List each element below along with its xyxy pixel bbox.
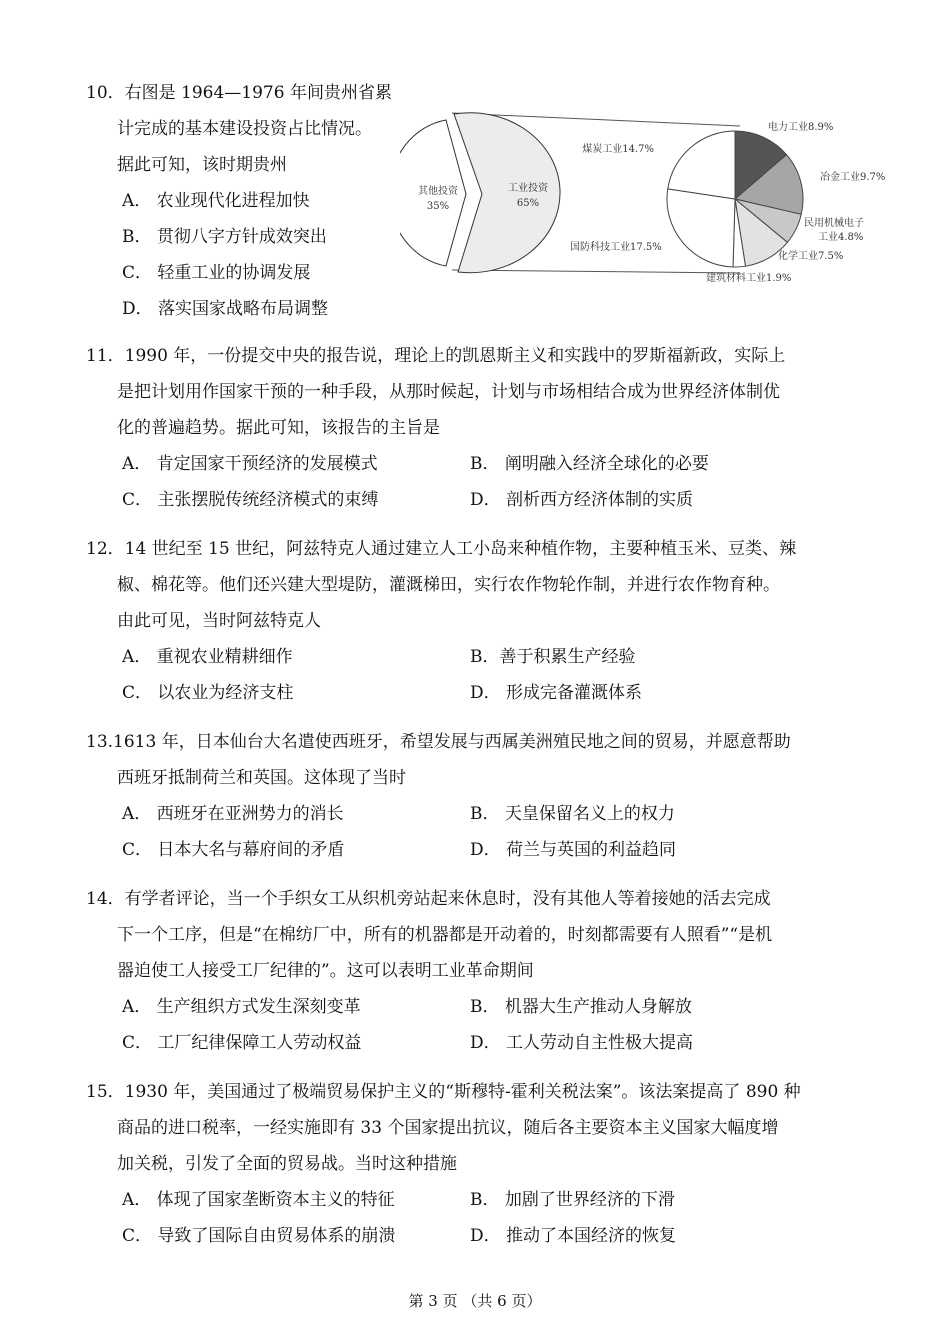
main-pie-label-other: 其他投资 [418,186,458,197]
option-d: D． 落实国家战略布局调整 [122,299,329,319]
industry-breakdown-pie [667,131,803,267]
option-a: A． 体现了国家垄断资本主义的特征 [122,1190,395,1210]
question-text-line: 15．1930 年，美国通过了极端贸易保护主义的“斯穆特-霍利关税法案”。该法案提高了 890 种 [86,1082,801,1102]
label-machinery-2: 工业4.8% [818,232,864,243]
option-d: D． 荷兰与英国的利益趋同 [470,840,677,860]
label-defense: 国防科技工业17.5% [570,242,662,253]
option-d: D． 剖析西方经济体制的实质 [470,490,694,510]
investment-pie-chart [400,108,900,293]
question-text-line: 商品的进口税率，一经实施即有 33 个国家提出抗议，随后各主要资本主义国家大幅度增 [117,1118,779,1138]
option-b: B． 加剧了世界经济的下滑 [470,1190,675,1210]
question-text-line: 是把计划用作国家干预的一种手段，从那时候起，计划与市场相结合成为世界经济体制优 [117,382,780,402]
option-c: C． 以农业为经济支柱 [122,683,294,703]
main-pie-label-industry: 工业投资 [508,183,548,194]
option-d: D． 推动了本国经济的恢复 [470,1226,677,1246]
question-text-line: 器迫使工人接受工厂纪律的”。这可以表明工业革命期间 [117,961,534,981]
question-text-line: 化的普遍趋势。据此可知，该报告的主旨是 [117,418,440,438]
pie-slice-5 [667,189,735,267]
option-c: C． 轻重工业的协调发展 [122,263,311,283]
question-text-line: 13.1613 年，日本仙台大名遣使西班牙，希望发展与西属美洲殖民地之间的贸易，并愿意帮助 [86,732,791,752]
question-text-line: 椒、棉花等。他们还兴建大型堤防，灌溉梯田，实行农作物轮作制，并进行农作物育种。 [117,575,780,595]
option-b: B． 阐明融入经济全球化的必要 [470,454,709,474]
label-machinery: 民用机械电子 [804,218,864,229]
option-a: A． 农业现代化进程加快 [122,191,310,211]
main-pie-pct-other: 35% [426,201,450,212]
question-text-line: 西班牙抵制荷兰和英国。这体现了当时 [117,768,406,788]
option-d: D． 形成完备灌溉体系 [470,683,643,703]
option-a: A． 肯定国家干预经济的发展模式 [122,454,378,474]
option-a: A． 生产组织方式发生深刻变革 [122,997,361,1017]
option-c: C． 日本大名与幕府间的矛盾 [122,840,345,860]
option-a: A． 重视农业精耕细作 [122,647,293,667]
label-metallurgy: 冶金工业9.7% [820,172,886,183]
main-pie-pct-industry: 65% [516,198,540,209]
question-text-line: 11．1990 年，一份提交中央的报告说，理论上的凯恩斯主义和实践中的罗斯福新政，实际上 [86,346,786,366]
label-building: 建筑材料工业1.9% [706,273,792,284]
label-coal: 煤炭工业14.7% [582,144,654,155]
option-c: C． 工厂纪律保障工人劳动权益 [122,1033,362,1053]
label-power: 电力工业8.9% [768,122,834,133]
question-text-line: 10．右图是 1964—1976 年间贵州省累 [86,83,392,103]
page-footer: 第 3 页 （共 6 页） [408,1292,542,1310]
option-c: C． 导致了国际自由贸易体系的崩溃 [122,1226,396,1246]
option-b: B．善于积累生产经验 [470,647,636,667]
question-text-line: 由此可见，当时阿兹特克人 [117,611,321,631]
option-c: C． 主张摆脱传统经济模式的束缚 [122,490,379,510]
option-b: B． 贯彻八字方针成效突出 [122,227,327,247]
option-d: D． 工人劳动自主性极大提高 [470,1033,694,1053]
question-text-line: 14．有学者评论，当一个手织女工从织机旁站起来休息时，没有其他人等着接她的活去完成 [86,889,771,909]
question-text-line: 下一个工序，但是“在棉纺厂中，所有的机器都是开动着的，时刻都需要有人照看”“是机 [117,925,773,945]
question-text-line: 12．14 世纪至 15 世纪，阿兹特克人通过建立人工小岛来种植作物，主要种植玉米、豆类、辣 [86,539,797,559]
option-a: A． 西班牙在亚洲势力的消长 [122,804,344,824]
option-b: B． 天皇保留名义上的权力 [470,804,675,824]
option-b: B． 机器大生产推动人身解放 [470,997,692,1017]
connector-line-bottom [452,270,740,273]
question-text-line: 计完成的基本建设投资占比情况。 [117,119,372,139]
question-text-line: 加关税，引发了全面的贸易战。当时这种措施 [117,1154,457,1174]
label-chemical: 化学工业7.5% [778,251,844,262]
pie-slice-6 [668,131,735,199]
question-text-line: 据此可知，该时期贵州 [117,155,287,175]
